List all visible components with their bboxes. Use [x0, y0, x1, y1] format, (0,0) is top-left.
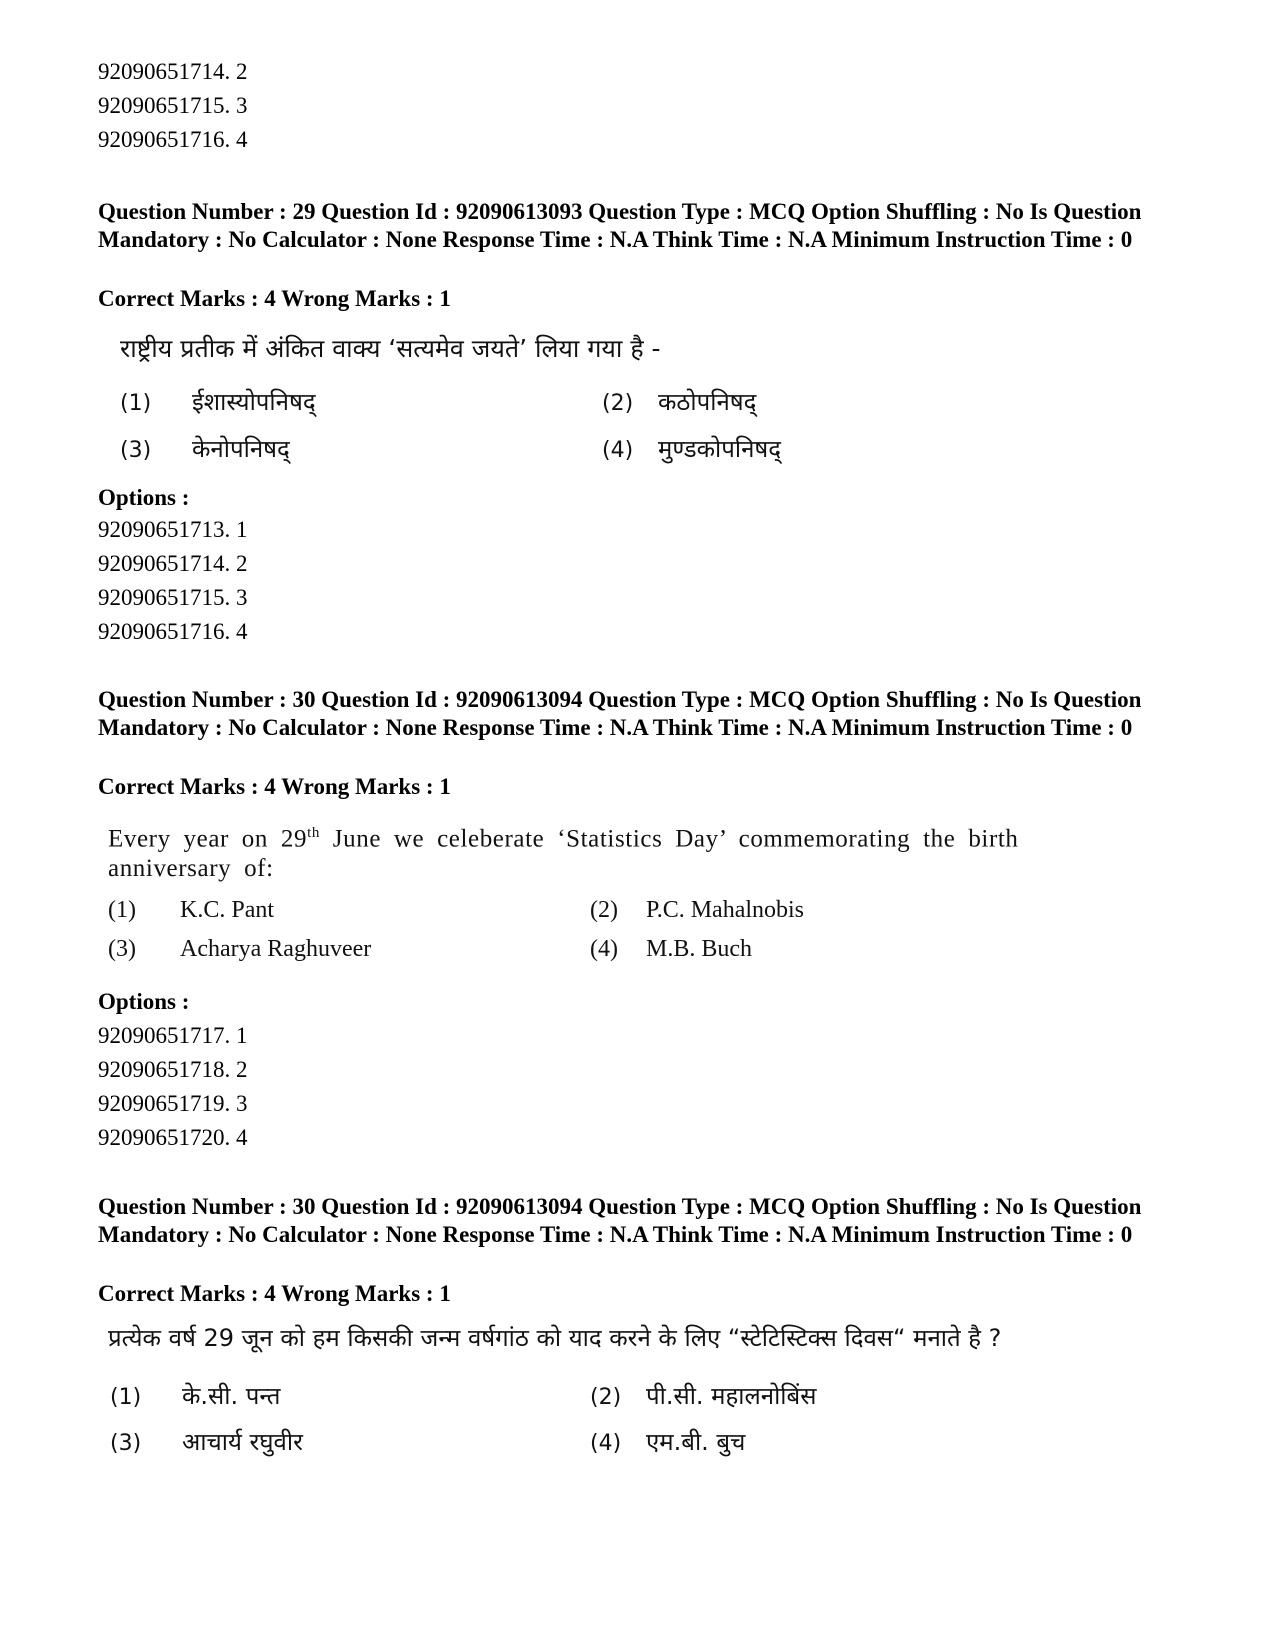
- options-label: Options :: [98, 989, 190, 1014]
- choice-3: [120, 433, 290, 467]
- choice-number: (3): [110, 1431, 142, 1456]
- choice-4: [590, 1426, 745, 1460]
- choice-text: केनोपनिषद्: [192, 435, 290, 463]
- ordinal-suffix: th: [307, 825, 320, 841]
- choice-number: (1): [120, 391, 152, 416]
- choice-1: [110, 1380, 280, 1414]
- choice-number: (1): [110, 1385, 142, 1410]
- question-text: प्रत्येक वर्ष 29 जून को हम किसकी जन्म वर्षगांठ को याद करने के लिए “स्टेटिस्टिक्स दिवस“ मनाते है ?: [108, 1324, 1002, 1352]
- choice-text: P.C. Mahalnobis: [646, 897, 805, 923]
- choice-number: (4): [590, 936, 618, 962]
- options-label: Options :: [98, 485, 190, 510]
- choice-text: के.सी. पन्त: [182, 1382, 281, 1410]
- option-line: 92090651718. 2: [98, 1057, 248, 1082]
- question-meta: Question Number : 30 Question Id : 92090613094 Question Type : MCQ Option Shuffling : No Is Question Mandatory : No Calculator : None Response Time : N.A Think Time : N.A Minimum Instruction Time : 0: [98, 687, 1142, 740]
- question-meta: Question Number : 29 Question Id : 92090613093 Question Type : MCQ Option Shuffling : No Is Question Mandatory : No Calculator : None Response Time : N.A Think Time : N.A Minimum Instruction Time : 0: [98, 199, 1142, 252]
- choice-number: (3): [120, 438, 152, 463]
- option-line: 92090651719. 3: [98, 1091, 248, 1116]
- question-text: राष्ट्रीय प्रतीक में अंकित वाक्य ‘सत्यमेव जयते’ लिया गया है -: [120, 334, 661, 363]
- marks-line: Correct Marks : 4 Wrong Marks : 1: [98, 1281, 451, 1306]
- choice-text: आचार्य रघुवीर: [182, 1428, 303, 1456]
- choice-number: (2): [602, 391, 634, 416]
- choice-text: Acharya Raghuveer: [180, 936, 372, 962]
- choice-2: [590, 894, 804, 926]
- choice-text: पी.सी. महालनोबिंस: [646, 1382, 817, 1410]
- question-text-part: Every year on 29: [108, 825, 308, 853]
- choice-number: (2): [590, 1385, 622, 1410]
- choice-number: (3): [108, 936, 136, 962]
- question-text-part: June we celeberate ‘Statistics Day’ commemorating the birth anniversary of:: [108, 825, 1019, 883]
- option-line: 92090651714. 2: [98, 551, 248, 576]
- choice-4: [602, 433, 781, 467]
- choice-1: [108, 894, 274, 926]
- option-line: 92090651715. 3: [98, 93, 248, 118]
- choice-text: मुण्डकोपनिषद्: [658, 435, 782, 463]
- choice-3: [110, 1426, 303, 1460]
- choice-text: ईशास्योपनिषद्: [192, 388, 316, 416]
- choice-3: [108, 933, 371, 965]
- marks-line: Correct Marks : 4 Wrong Marks : 1: [98, 286, 451, 311]
- option-line: 92090651714. 2: [98, 59, 248, 84]
- option-line: 92090651716. 4: [98, 127, 248, 152]
- choice-number: (4): [602, 438, 634, 463]
- option-line: 92090651715. 3: [98, 585, 248, 610]
- choice-text: एम.बी. बुच: [646, 1428, 746, 1456]
- choice-2: [602, 386, 756, 420]
- choice-number: (2): [590, 897, 618, 923]
- choice-2: [590, 1380, 816, 1414]
- option-line: 92090651717. 1: [98, 1023, 248, 1048]
- choice-text: कठोपनिषद्: [658, 388, 757, 416]
- choice-4: [590, 933, 752, 965]
- marks-line: Correct Marks : 4 Wrong Marks : 1: [98, 774, 451, 799]
- choice-1: [120, 386, 316, 420]
- option-line: 92090651713. 1: [98, 517, 248, 542]
- option-line: 92090651720. 4: [98, 1125, 248, 1150]
- choice-number: (4): [590, 1431, 622, 1456]
- choice-text: K.C. Pant: [180, 897, 275, 923]
- question-meta: Question Number : 30 Question Id : 92090613094 Question Type : MCQ Option Shuffling : No Is Question Mandatory : No Calculator : None Response Time : N.A Think Time : N.A Minimum Instruction Time : 0: [98, 1194, 1142, 1247]
- question-text: [108, 818, 1108, 884]
- option-line: 92090651716. 4: [98, 619, 248, 644]
- choice-number: (1): [108, 897, 136, 923]
- choice-text: M.B. Buch: [646, 936, 753, 962]
